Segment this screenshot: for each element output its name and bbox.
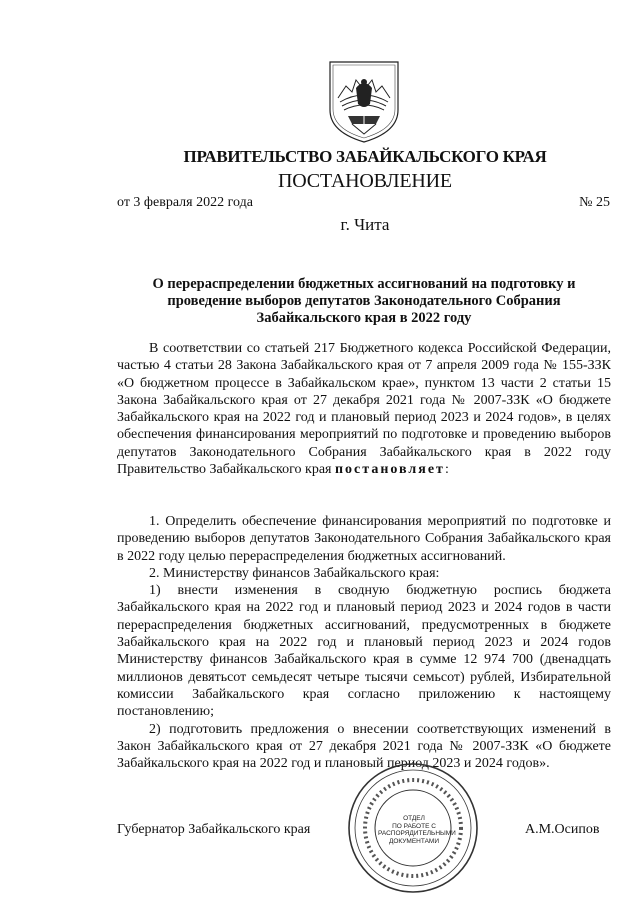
coat-of-arms-emblem [326, 58, 402, 144]
resolves-word: постановляет [334, 462, 445, 478]
preamble-text: В соответствии со статьей 217 Бюджетного кодекса Российской Федерации, частью 4 статьи 28 Закона Забайкальского края от 7 апреля 2009 года № 155-ЗЗК «О бюджетном процессе в Забайкальском крае», пунктом 13 части 2 статьи 15 Закона Забайкальского края от 27 декабря 2021 года № 2007-ЗЗК «О бюджете Забайкальского края на 2022 год и плановый период 2023 и 2024 годов», в целях обеспечения финансирования мероприятий по подготовке и проведению выборов депутатов Законодательного Собрания Забайкальского края в 2022 году Правительство Забайкальского края [117, 341, 611, 478]
stamp-text [378, 815, 456, 845]
preamble-block [117, 340, 611, 478]
item-1: 1. Определить обеспечение финансирования мероприятий по подготовке и проведению выборов депутатов Законодательного Собрания Забайкальского края в 2022 году целью перераспределения бюджетных ассигнований. [117, 514, 611, 564]
stamp-line: ПО РАБОТЕ С [392, 822, 436, 830]
document-type: ПОСТАНОВЛЕНИЕ [278, 170, 452, 192]
stamp-line: ОТДЕЛ [403, 815, 425, 822]
stamp-line: РАСПОРЯДИТЕЛЬНЫМИ [378, 830, 456, 837]
document-date: от 3 февраля 2022 года [117, 195, 253, 210]
document-number: № 25 [579, 195, 610, 210]
stamp-line: ДОКУМЕНТАМИ [388, 837, 440, 845]
item-2-1: 1) внести изменения в сводную бюджетную роспись бюджета Забайкальского края на 2022 год и плановый период 2023 и 2024 годов в части перераспределения бюджетных ассигнований, предусмотренных в бюджете Забайкальского края на 2022 год и плановый период 2023 и 2024 годов Министерству финансов Забайкальского края в сумме 12 974 700 (двенадцать миллионов девятьсот семьдесят четыре тысячи семьсот) рублей, Избирательной комиссии Забайкальского края согласно приложению к настоящему постановлению; [117, 583, 611, 720]
document-city: г. Чита [340, 215, 390, 234]
document-title: О перераспределении бюджетных ассигнований на подготовку и проведение выборов депутатов Законодательного Собрания Забайкальского края в 2022 году [152, 276, 576, 326]
resolves-colon: : [444, 462, 449, 478]
item-2: 2. Министерству финансов Забайкальского края: [149, 565, 440, 581]
items-block [117, 513, 611, 772]
signatory-position: Губернатор Забайкальского края [117, 822, 311, 837]
government-name: ПРАВИТЕЛЬСТВО ЗАБАЙКАЛЬСКОГО КРАЯ [183, 147, 547, 166]
item-2-2: 2) подготовить предложения о внесении соответствующих изменений в Закон Забайкальского края от 27 декабря 2021 года № 2007-ЗЗК «О бюджете Забайкальского края на 2022 год и плановый период 2023 и 2024 годов». [117, 721, 611, 772]
signatory-name: А.М.Осипов [525, 822, 600, 837]
preamble-paragraph [117, 340, 611, 478]
